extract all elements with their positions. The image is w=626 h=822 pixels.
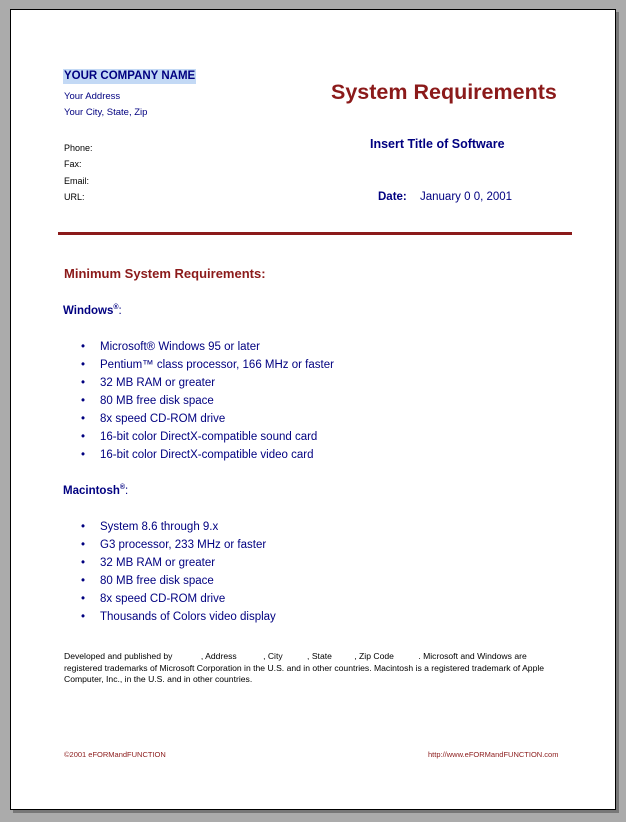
list-item[interactable]: • 32 MB RAM or greater [81,554,276,572]
note-city[interactable]: , City [263,651,283,661]
company-city-state-zip[interactable]: Your City, State, Zip [64,107,148,118]
macintosh-heading-label: Macintosh [63,484,120,497]
company-address[interactable]: Your Address [64,91,121,102]
document-title[interactable]: System Requirements [331,80,557,104]
url-label[interactable]: URL: [64,192,85,202]
list-item[interactable]: • G3 processor, 233 MHz or faster [81,536,276,554]
list-item[interactable]: • 8x speed CD-ROM drive [81,590,276,608]
windows-requirements-list [81,338,334,464]
footer-copyright: ©2001 eFORMandFUNCTION [64,750,166,759]
list-item[interactable]: • System 8.6 through 9.x [81,518,276,536]
bullet-icon: • [81,593,86,605]
note-trademarks: . Microsoft and Windows are registered trademarks of Microsoft Corporation in the U.S. and in other countries. Macintosh is a registered trademark of Apple Computer, Inc., in the U.S. and in other countries. [64,651,545,684]
bullet-icon: • [81,611,86,623]
header-divider [58,232,572,235]
windows-heading-colon: : [118,304,122,317]
date-value[interactable]: January 0 0, 2001 [420,191,513,203]
phone-label[interactable]: Phone: [64,143,93,153]
footer-url-link[interactable]: http://www.eFORMandFUNCTION.com [428,750,559,759]
bullet-icon: • [81,557,86,569]
fax-label[interactable]: Fax: [64,159,82,169]
registered-mark: ® [119,484,126,491]
note-developed-by: Developed and published by [64,651,173,661]
note-state[interactable]: , State [307,651,332,661]
list-item[interactable]: • 16-bit color DirectX-compatible sound card [81,428,334,446]
list-item[interactable]: • Pentium™ class processor, 166 MHz or faster [81,356,334,374]
list-item[interactable]: • 80 MB free disk space [81,572,276,590]
email-label[interactable]: Email: [64,176,90,186]
list-item[interactable]: • Microsoft® Windows 95 or later [81,338,334,356]
bullet-icon: • [81,377,86,389]
document-page [10,9,616,810]
windows-heading-label: Windows [63,304,114,317]
list-item[interactable]: • 32 MB RAM or greater [81,374,334,392]
bullet-icon: • [81,413,86,425]
registered-mark: ® [113,304,119,311]
date-label: Date: [378,191,407,203]
macintosh-requirements-list [81,518,276,626]
bullet-icon: • [81,449,86,461]
company-name[interactable]: YOUR COMPANY NAME [64,70,196,82]
trademark-note [64,651,564,686]
list-item[interactable]: • 8x speed CD-ROM drive [81,410,334,428]
bullet-icon: • [81,359,86,371]
software-title[interactable]: Insert Title of Software [370,137,505,151]
macintosh-heading [63,484,128,497]
bullet-icon: • [81,431,86,443]
bullet-icon: • [81,521,86,533]
list-item[interactable]: • 80 MB free disk space [81,392,334,410]
requirements-heading: Minimum System Requirements: [64,266,266,281]
list-item[interactable]: • Thousands of Colors video display [81,608,276,626]
bullet-icon: • [81,575,86,587]
list-item[interactable]: • 16-bit color DirectX-compatible video card [81,446,334,464]
bullet-icon: • [81,539,86,551]
note-zip[interactable]: , Zip Code [354,651,394,661]
windows-heading [63,304,122,317]
macintosh-heading-colon: : [125,484,129,497]
bullet-icon: • [81,341,86,353]
note-address[interactable]: , Address [200,651,237,661]
bullet-icon: • [81,395,86,407]
